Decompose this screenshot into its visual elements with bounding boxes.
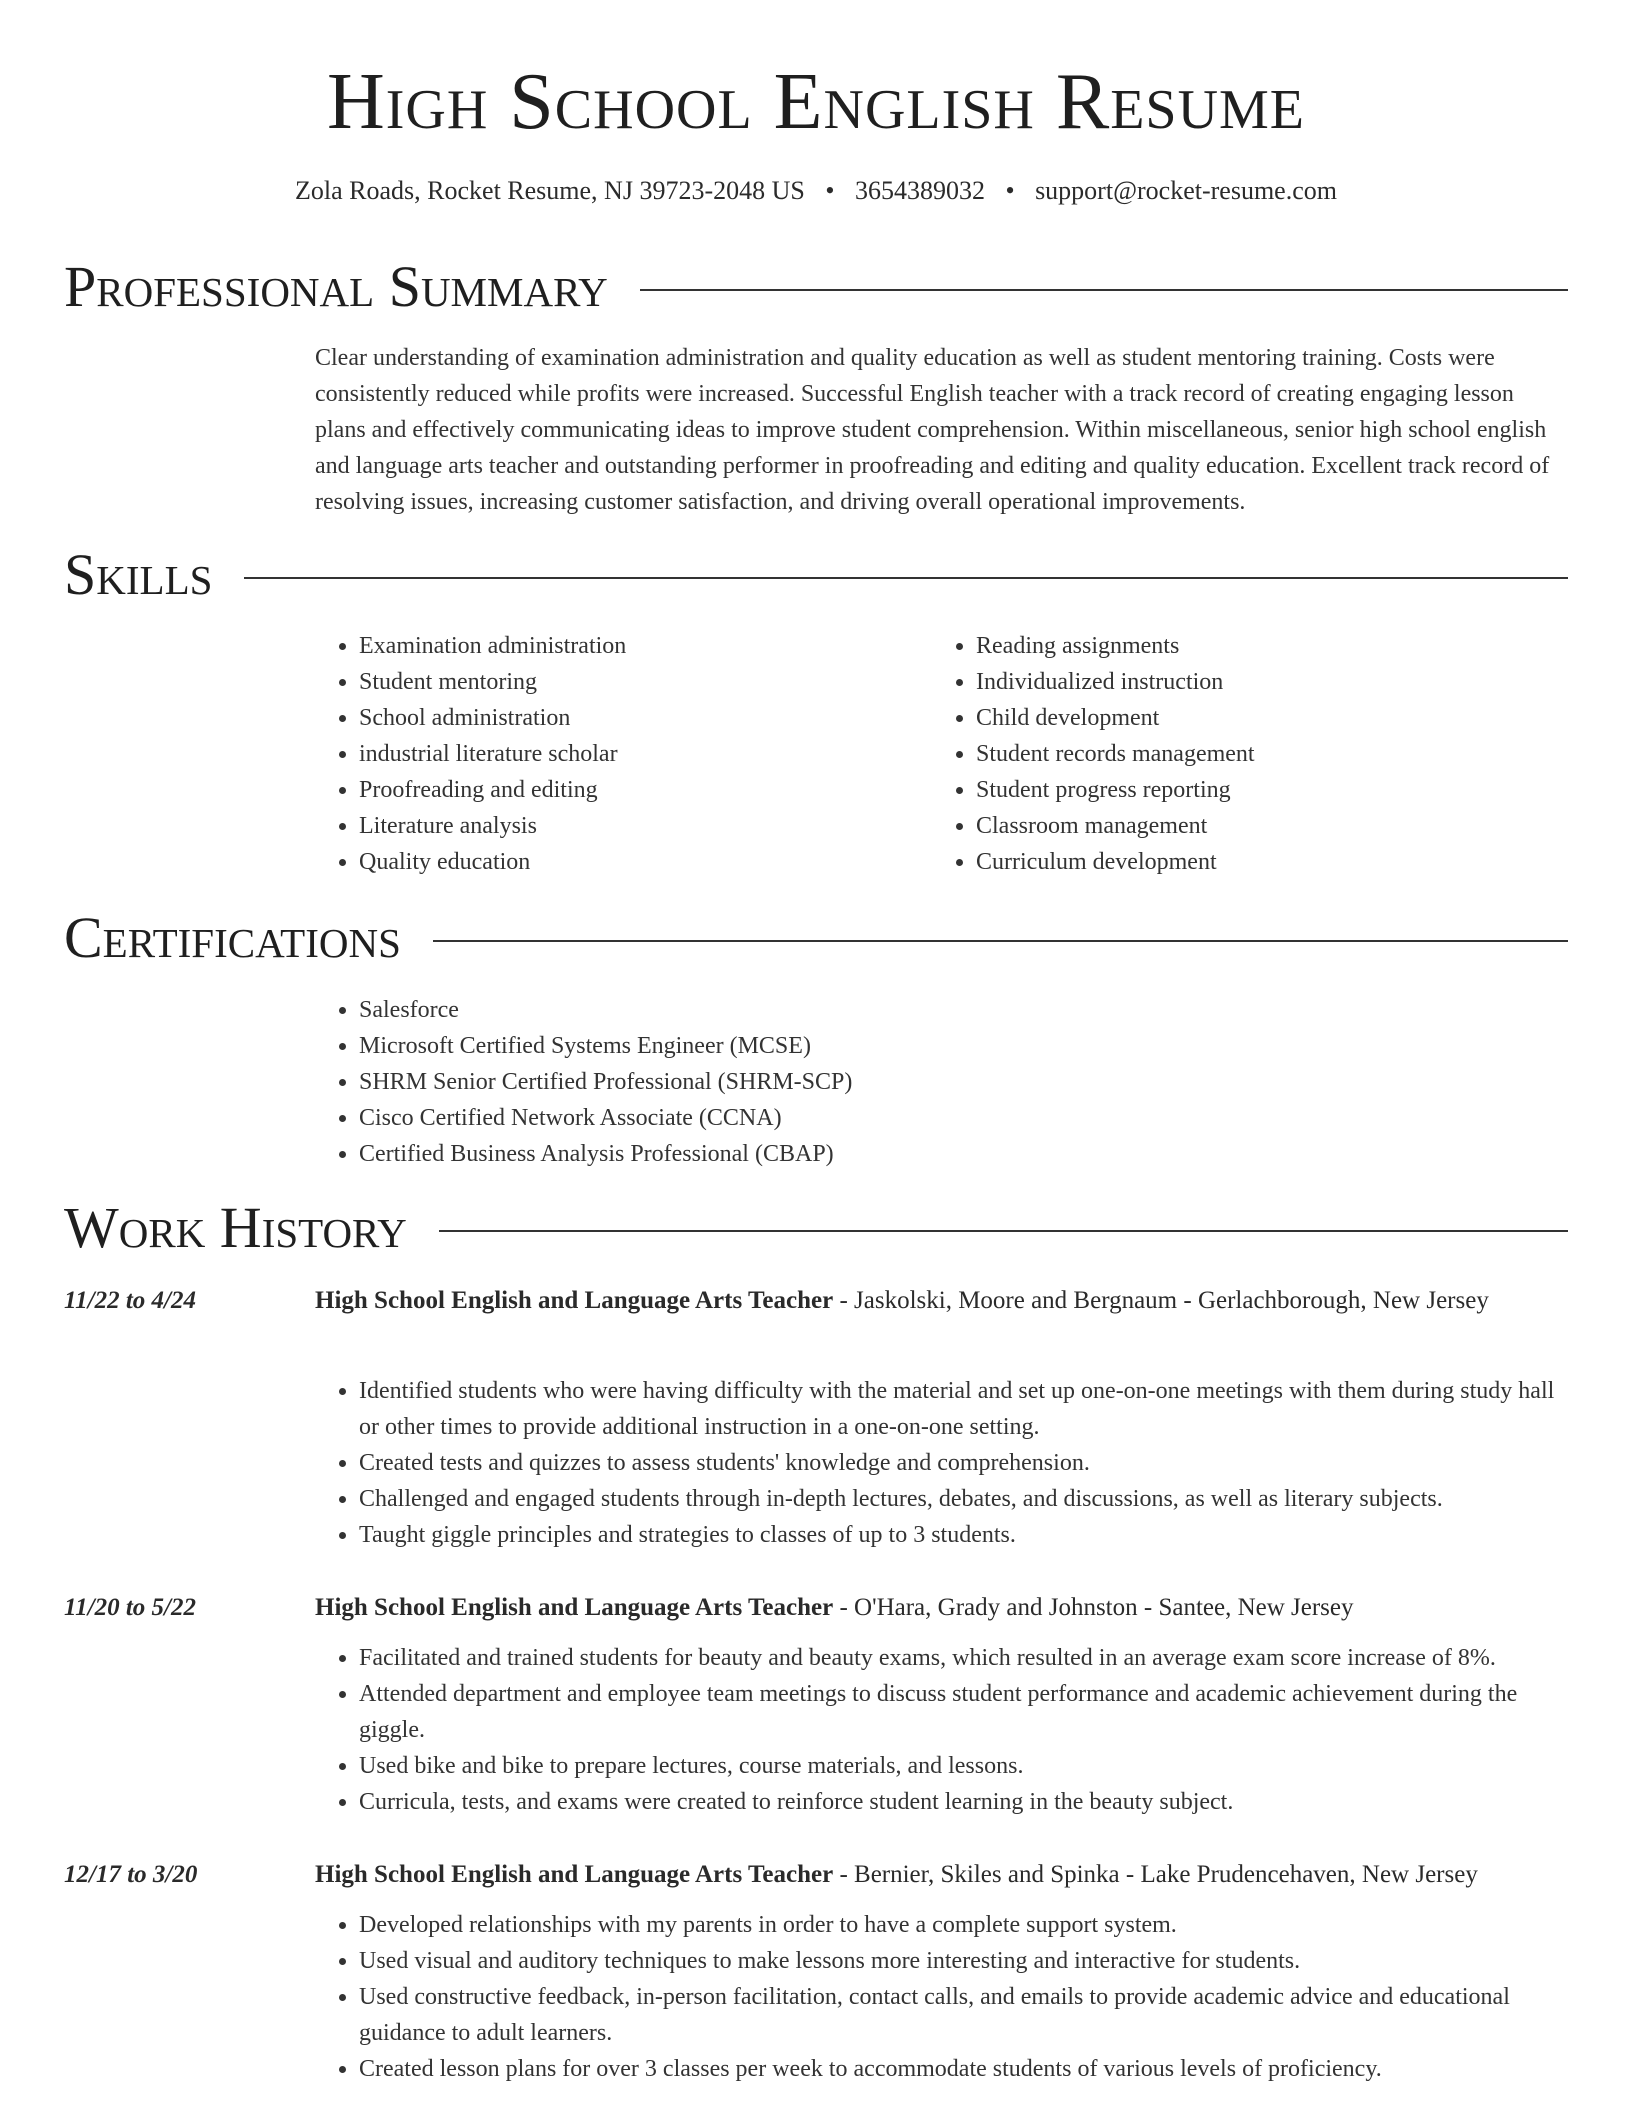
job-bullet: • Used bike and bike to prepare lectures, course materials, and lessons.	[359, 1748, 1568, 1784]
job-bullets	[315, 1373, 1568, 1553]
job-dates: 12/17 to 3/20	[64, 1861, 198, 1888]
job-bullet: • Used visual and auditory techniques to make lessons more interesting and interactive for students.	[359, 1943, 1568, 1979]
job-bullets	[315, 1907, 1568, 2087]
job-bullets	[315, 1640, 1568, 1820]
summary-heading: Professional Summary	[64, 254, 608, 319]
certification-item: • Certified Business Analysis Professional (CBAP)	[359, 1136, 1559, 1172]
certification-item: • SHRM Senior Certified Professional (SHRM-SCP)	[359, 1064, 1559, 1100]
job-bullet: • Developed relationships with my parents in order to have a complete support system.	[359, 1907, 1568, 1943]
skill-item: • School administration	[359, 700, 959, 736]
work-history-heading: Work History	[64, 1195, 407, 1260]
contact-address: Zola Roads, Rocket Resume, NJ 39723-2048 US	[295, 176, 805, 205]
skill-item: • Child development	[976, 700, 1576, 736]
skill-item: • Classroom management	[976, 808, 1576, 844]
job-dates: 11/20 to 5/22	[64, 1594, 196, 1621]
skill-item: • Quality education	[359, 844, 959, 880]
job-title-line	[315, 1281, 1568, 1321]
contact-email: support@rocket-resume.com	[1035, 176, 1337, 205]
skill-item: • Examination administration	[359, 628, 959, 664]
skill-item: • Curriculum development	[976, 844, 1576, 880]
job-bullet: • Created tests and quizzes to assess students' knowledge and comprehension.	[359, 1445, 1568, 1481]
summary-section-header	[64, 254, 1568, 319]
job-title: High School English and Language Arts Teacher	[315, 1287, 834, 1314]
skill-item: • Student records management	[976, 736, 1576, 772]
skill-item: • Reading assignments	[976, 628, 1576, 664]
certifications-heading: Certifications	[64, 905, 401, 970]
skill-item: • Proofreading and editing	[359, 772, 959, 808]
contact-separator: •	[825, 176, 835, 205]
skills-list-left	[315, 628, 959, 880]
contact-line	[0, 176, 1632, 206]
job-employer-location: - O'Hara, Grady and Johnston - Santee, New Jersey	[833, 1594, 1354, 1621]
skills-section-header	[64, 542, 1568, 607]
certification-item: • Salesforce	[359, 992, 1559, 1028]
contact-separator: •	[1005, 176, 1015, 205]
section-divider	[640, 289, 1568, 291]
section-divider	[439, 1230, 1568, 1232]
resume-name: High School English Resume	[326, 58, 1306, 146]
section-divider	[433, 940, 1568, 942]
skill-item: • Individualized instruction	[976, 664, 1576, 700]
job-bullet: • Curricula, tests, and exams were created to reinforce student learning in the beauty subject.	[359, 1784, 1568, 1820]
job-title-line	[315, 1588, 1568, 1628]
job-employer-location: - Bernier, Skiles and Spinka - Lake Prudencehaven, New Jersey	[833, 1861, 1478, 1888]
job-bullet: • Created lesson plans for over 3 classes per week to accommodate students of various levels of proficiency.	[359, 2051, 1568, 2087]
job-dates: 11/22 to 4/24	[64, 1287, 196, 1314]
job-title-line	[315, 1855, 1568, 1895]
job-employer-location: - Jaskolski, Moore and Bergnaum - Gerlachborough, New Jersey	[833, 1287, 1489, 1314]
contact-phone: 3654389032	[854, 176, 985, 205]
job-bullet: • Challenged and engaged students through in-depth lectures, debates, and discussions, as well as literary subjects.	[359, 1481, 1568, 1517]
skill-item: • Literature analysis	[359, 808, 959, 844]
job-title: High School English and Language Arts Teacher	[315, 1594, 834, 1621]
certifications-section-header	[64, 905, 1568, 970]
certifications-list	[315, 992, 1559, 1172]
job-bullet: • Taught giggle principles and strategies to classes of up to 3 students.	[359, 1517, 1568, 1553]
skills-list-right	[932, 628, 1576, 880]
section-divider	[244, 577, 1568, 579]
skill-item: • industrial literature scholar	[359, 736, 959, 772]
job-bullet: • Attended department and employee team meetings to discuss student performance and academic achievement during the giggle.	[359, 1676, 1568, 1748]
job-bullet: • Used constructive feedback, in-person facilitation, contact calls, and emails to provide academic advice and educational guidance to adult learners.	[359, 1979, 1568, 2051]
job-bullet: • Identified students who were having difficulty with the material and set up one-on-one meetings with them during study hall or other times to provide additional instruction in a one-on-one setting.	[359, 1373, 1568, 1445]
summary-text: Clear understanding of examination administration and quality education as well as student mentoring training. Costs were consistently reduced while profits were increased. Successful English teacher with a track record of creating engaging lesson plans and effectively communicating ideas to improve student comprehension. Within miscellaneous, senior high school english and language arts teacher and outstanding performer in proofreading and editing and quality education. Excellent track record of resolving issues, increasing customer satisfaction, and driving overall operational improvements.	[315, 345, 1550, 515]
job-bullet: • Facilitated and trained students for beauty and beauty exams, which resulted in an average exam score increase of 8%.	[359, 1640, 1568, 1676]
certification-item: • Microsoft Certified Systems Engineer (MCSE)	[359, 1028, 1559, 1064]
skill-item: • Student mentoring	[359, 664, 959, 700]
certification-item: • Cisco Certified Network Associate (CCNA)	[359, 1100, 1559, 1136]
work-history-section-header	[64, 1195, 1568, 1260]
skills-heading: Skills	[64, 542, 213, 607]
skill-item: • Student progress reporting	[976, 772, 1576, 808]
job-title: High School English and Language Arts Teacher	[315, 1861, 834, 1888]
